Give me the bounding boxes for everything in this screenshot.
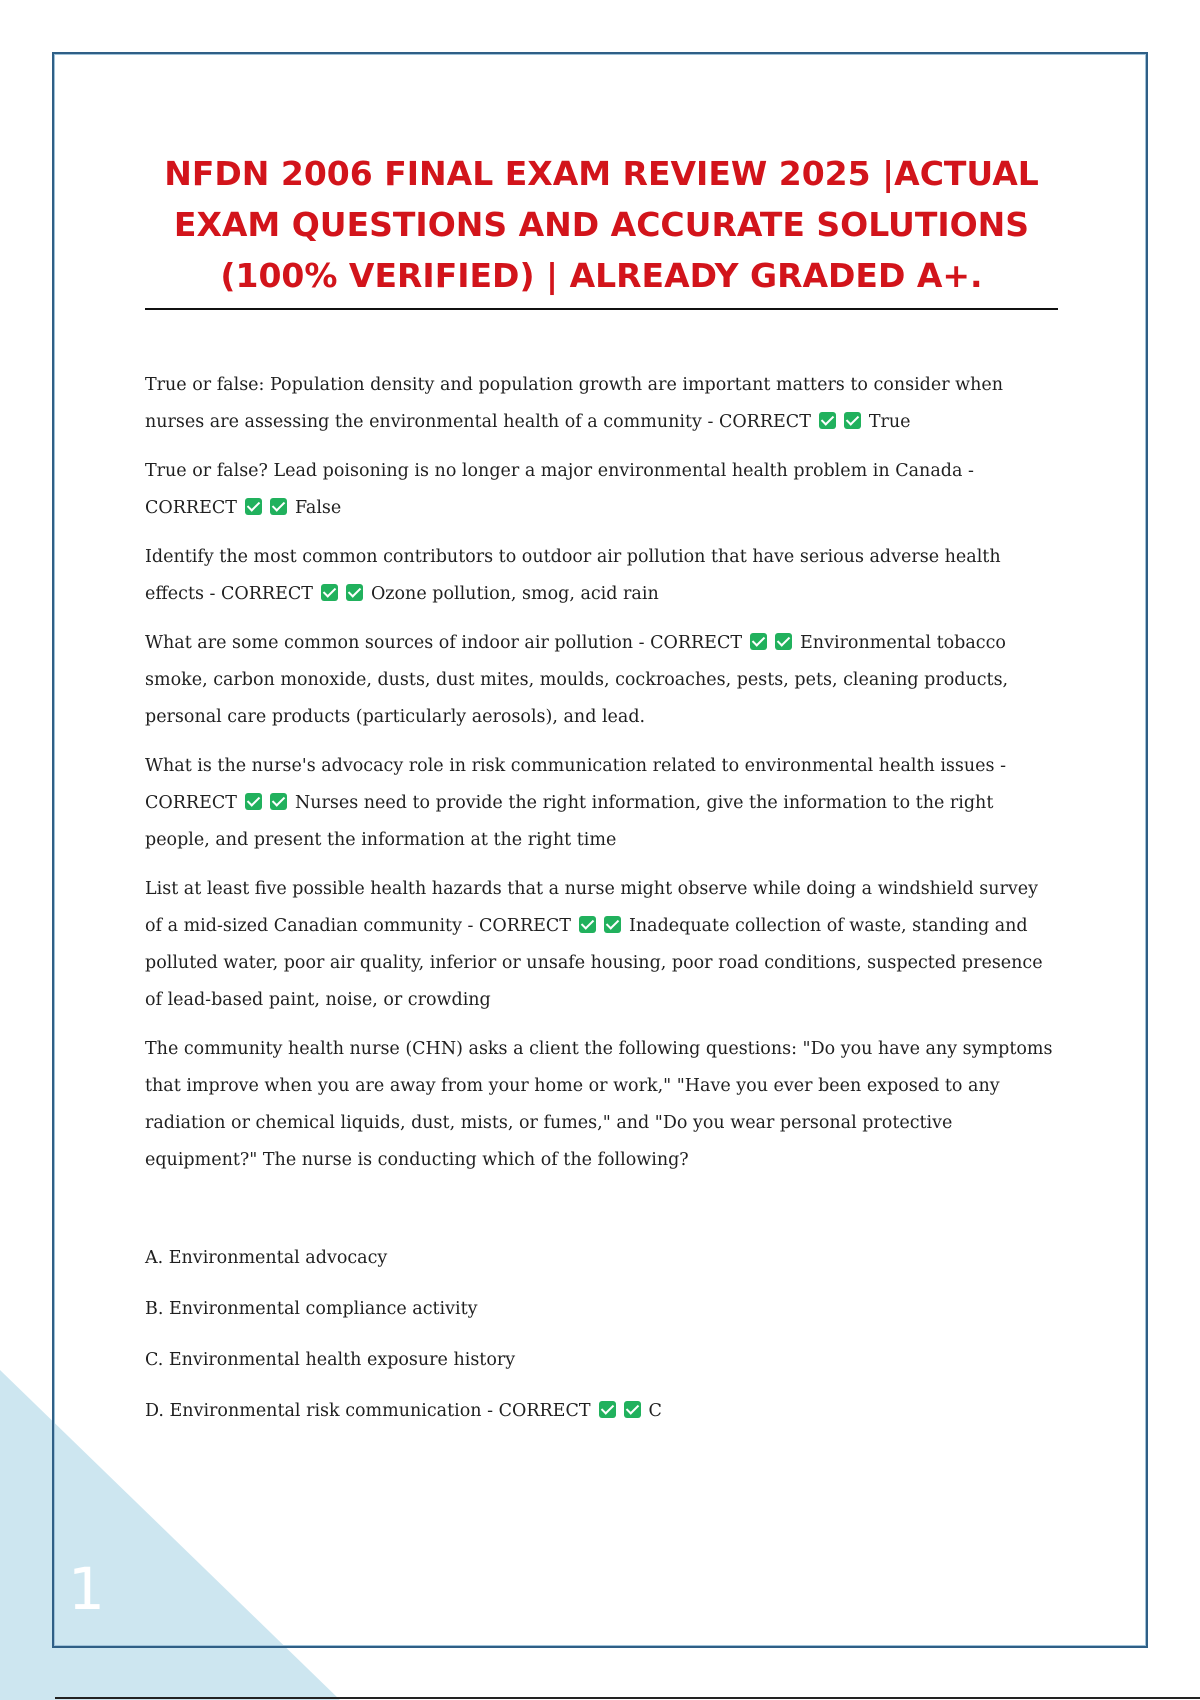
qa-item bbox=[145, 539, 1058, 613]
correct-label: CORRECT bbox=[145, 793, 237, 813]
document-title: NFDN 2006 FINAL EXAM REVIEW 2025 |ACTUAL EXAM QUESTIONS AND ACCURATE SOLUTIONS (100% VERIFIED) | ALREADY GRADED A+. bbox=[145, 148, 1058, 310]
answer-text: Inadequate collection of waste, standing and polluted water, poor air quality, inferior or unsafe housing, poor road conditions, suspected presence of lead-based paint, noise, or crowding bbox=[145, 916, 1043, 1010]
answer-text: Ozone pollution, smog, acid rain bbox=[370, 584, 659, 604]
option-d-text: D. Environmental risk communication - bbox=[145, 1401, 494, 1421]
correct-label: CORRECT bbox=[479, 916, 571, 936]
correct-label: CORRECT bbox=[221, 584, 313, 604]
check-icon bbox=[624, 1401, 641, 1418]
check-icon bbox=[604, 916, 621, 933]
check-icon bbox=[321, 584, 338, 601]
answer-text: Environmental tobacco smoke, carbon monoxide, dusts, dust mites, moulds, cockroaches, pests, pets, cleaning products, personal care products (particularly aerosols), and lead. bbox=[145, 633, 1009, 727]
option-d bbox=[145, 1392, 1058, 1430]
check-icon bbox=[844, 412, 861, 429]
qa-item bbox=[145, 748, 1058, 859]
answer-text: False bbox=[294, 498, 342, 518]
qa-item bbox=[145, 367, 1058, 441]
bottom-divider bbox=[55, 1697, 1200, 1699]
option-c: C. Environmental health exposure history bbox=[145, 1350, 516, 1370]
option-b: B. Environmental compliance activity bbox=[145, 1299, 478, 1319]
document-content bbox=[145, 148, 1058, 1443]
check-icon bbox=[270, 498, 287, 515]
final-question-stem: The community health nurse (CHN) asks a client the following questions: "Do you have any symptoms that improve when you are away from your home or work," "Have you ever been exposed to any radiation or chemical liquids, dust, mists, or fumes," and "Do you wear personal protective equipment?" The nurse is conducting which of the following? bbox=[145, 1039, 1053, 1170]
check-icon bbox=[579, 916, 596, 933]
correct-label: CORRECT bbox=[650, 633, 743, 653]
question-text: List at least five possible health hazards that a nurse might observe while doing a windshield survey of a mid-sized Canadian community - bbox=[145, 879, 1039, 936]
document-body bbox=[145, 367, 1058, 1430]
answer-text: C bbox=[648, 1401, 662, 1421]
qa-item bbox=[145, 453, 1058, 527]
correct-label: CORRECT bbox=[145, 498, 237, 518]
check-icon bbox=[750, 633, 767, 650]
check-icon bbox=[599, 1401, 616, 1418]
check-icon bbox=[245, 498, 262, 515]
check-icon bbox=[775, 633, 792, 650]
correct-label: CORRECT bbox=[718, 412, 811, 432]
qa-item bbox=[145, 871, 1058, 1019]
check-icon bbox=[245, 793, 262, 810]
check-icon bbox=[346, 584, 363, 601]
check-icon bbox=[819, 412, 836, 429]
correct-label: CORRECT bbox=[498, 1401, 591, 1421]
option-a: A. Environmental advocacy bbox=[145, 1248, 388, 1268]
question-text: What are some common sources of indoor air pollution - bbox=[145, 633, 645, 653]
question-text: Identify the most common contributors to outdoor air pollution that have serious adverse health effects - bbox=[145, 547, 1001, 604]
qa-item bbox=[145, 625, 1058, 736]
check-icon bbox=[270, 793, 287, 810]
answer-options bbox=[145, 1239, 1058, 1430]
answer-text: Nurses need to provide the right information, give the information to the right people, and present the information at the right time bbox=[145, 793, 994, 850]
question-text: What is the nurse's advocacy role in risk communication related to environmental health issues - bbox=[145, 756, 1006, 776]
answer-text: True bbox=[868, 412, 911, 432]
question-text: True or false? Lead poisoning is no longer a major environmental health problem in Canada - bbox=[145, 461, 974, 481]
page-number: 1 bbox=[68, 1555, 105, 1623]
question-text: True or false: Population density and population growth are important matters to consider when nurses are assessing the environmental health of a community - bbox=[145, 375, 1004, 432]
